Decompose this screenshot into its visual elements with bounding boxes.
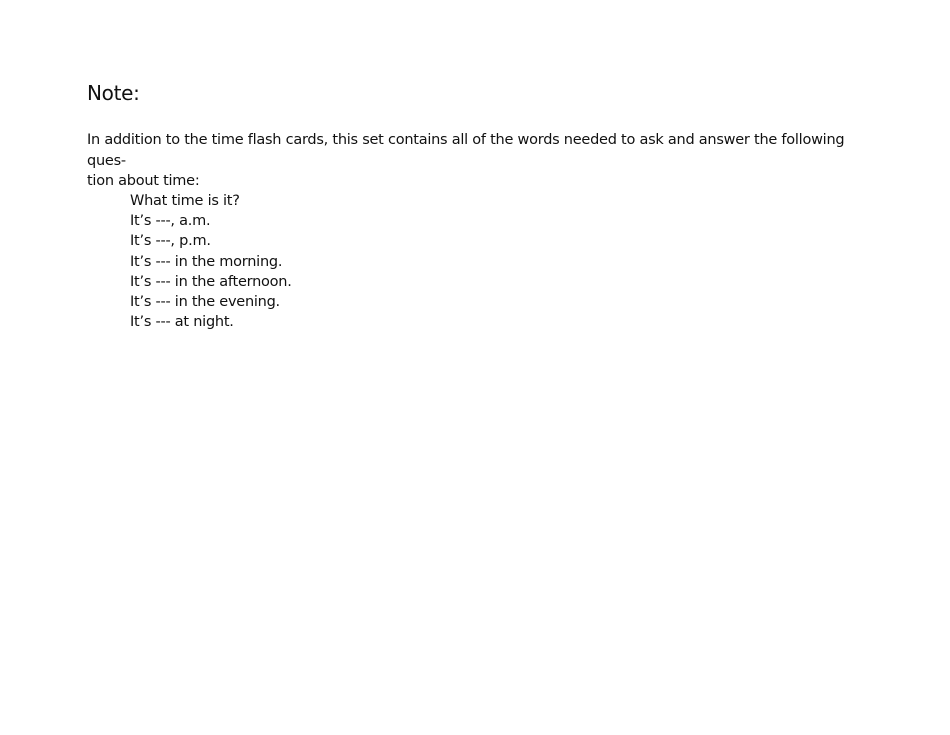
phrase-item: It’s --- in the evening. <box>130 294 280 311</box>
intro-line-2: tion about time: <box>87 173 200 189</box>
intro-line-1: In addition to the time flash cards, this set contains all of the words needed to ask and answer the following ques- <box>87 132 845 169</box>
phrase-item: It’s --- in the morning. <box>130 253 283 270</box>
phrase-item: It’s ---, a.m. <box>130 213 211 230</box>
note-heading: Note: <box>87 81 140 105</box>
phrase-item: What time is it? <box>130 193 240 209</box>
phrase-item: It’s --- at night. <box>130 314 234 331</box>
phrase-item: It’s ---, p.m. <box>130 233 211 250</box>
phrase-item: It’s --- in the afternoon. <box>130 273 292 290</box>
phrase-list <box>130 191 292 332</box>
intro-paragraph <box>87 130 862 192</box>
